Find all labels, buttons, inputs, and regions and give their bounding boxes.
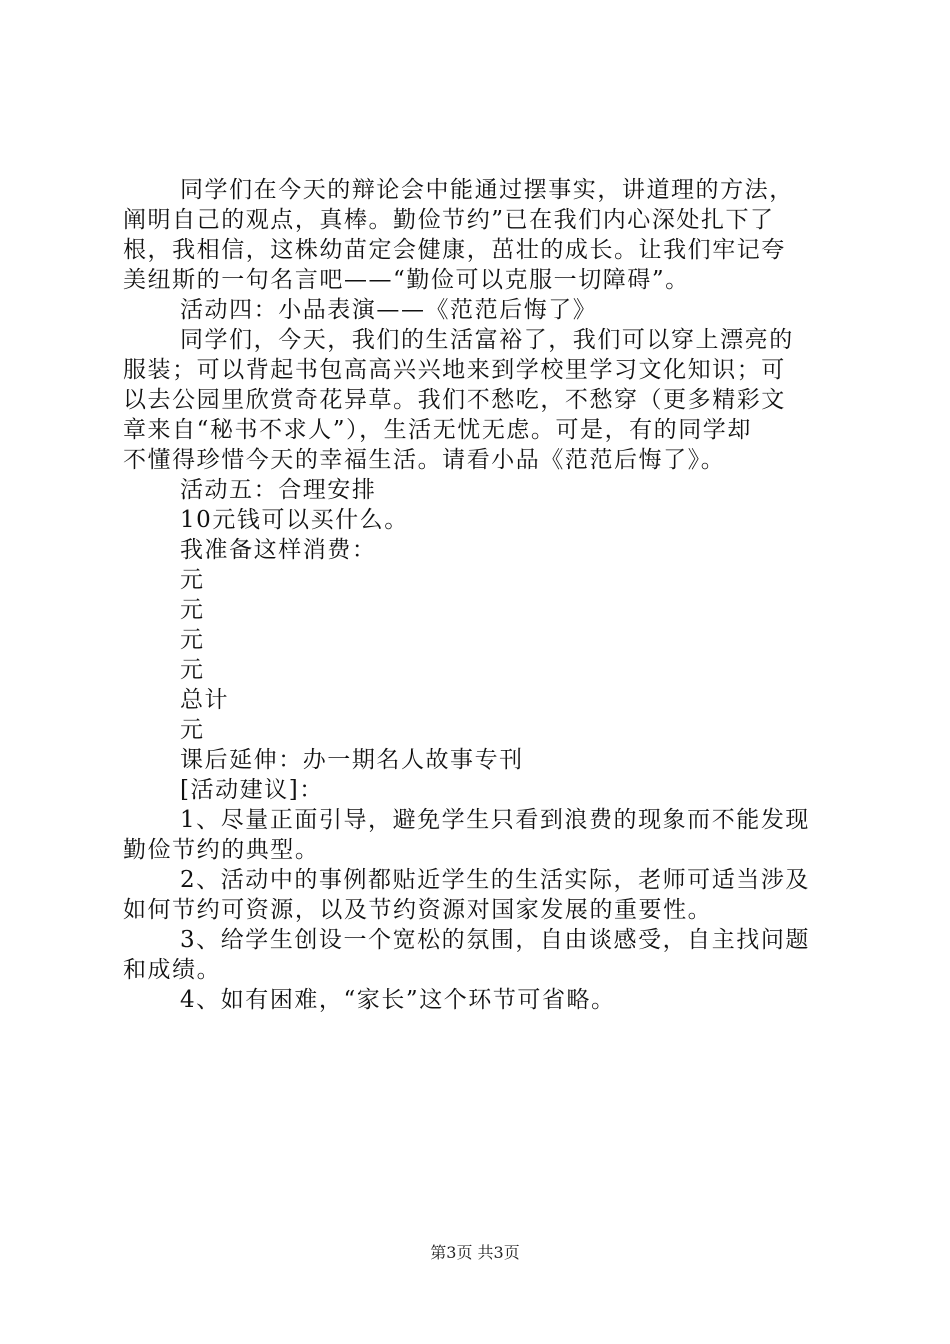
paragraph-line: 不懂得珍惜今天的幸福生活。请看小品《范范后悔了》。 [123, 447, 726, 473]
paragraph-line: 勤俭节约的典型。 [123, 837, 320, 863]
paragraph-line: 我准备这样消费： [180, 537, 377, 563]
suggestion-item: 2、活动中的事例都贴近学生的生活实际，老师可适当涉及 [180, 867, 810, 893]
budget-line: 元 [180, 567, 205, 593]
budget-line: 元 [180, 597, 205, 623]
paragraph-line: 如何节约可资源，以及节约资源对国家发展的重要性。 [123, 897, 713, 923]
paragraph-line: 同学们在今天的辩论会中能通过摆事实，讲道理的方法， [180, 177, 794, 203]
budget-total-label: 总计 [180, 687, 230, 713]
paragraph-line: 同学们，今天，我们的生活富裕了，我们可以穿上漂亮的 [180, 327, 794, 353]
paragraph-line: 章来自“秘书不求人”），生活无忧无虑。可是，有的同学却 [123, 417, 752, 443]
page-number-label: 第3页 共3页 [430, 1243, 520, 1262]
paragraph-line: 服装；可以背起书包高高兴兴地来到学校里学习文化知识；可 [123, 357, 786, 383]
paragraph-line: 阐明自己的观点，真棒。勤俭节约”已在我们内心深处扎下了 [123, 207, 775, 233]
activity-heading: 课后延伸：办一期名人故事专刊 [180, 747, 524, 773]
suggestion-item: 3、给学生创设一个宽松的氛围，自由谈感受，自主找问题 [180, 927, 810, 953]
document-body [123, 175, 838, 1015]
paragraph-line: 和成绩。 [123, 957, 222, 983]
paragraph-line: 根，我相信，这株幼苗定会健康，茁壮的成长。让我们牢记夸 [123, 237, 786, 263]
budget-line: 元 [180, 717, 205, 743]
budget-line: 元 [180, 627, 205, 653]
suggestions-heading: [活动建议]： [180, 777, 324, 803]
activity-heading: 活动四：小品表演——《范范后悔了》 [180, 297, 598, 323]
suggestion-item: 4、如有困难，“家长”这个环节可省略。 [180, 987, 616, 1013]
paragraph-line: 以去公园里欣赏奇花异草。我们不愁吃，不愁穿（更多精彩文 [123, 387, 786, 413]
page-footer [0, 1243, 950, 1263]
budget-line: 元 [180, 657, 205, 683]
suggestion-item: 1、尽量正面引导，避免学生只看到浪费的现象而不能发现 [180, 807, 810, 833]
activity-heading: 活动五：合理安排 [180, 477, 377, 503]
paragraph-line: 美纽斯的一句名言吧——“勤俭可以克服一切障碍”。 [123, 267, 690, 293]
paragraph-line: 10元钱可以买什么。 [180, 507, 409, 533]
